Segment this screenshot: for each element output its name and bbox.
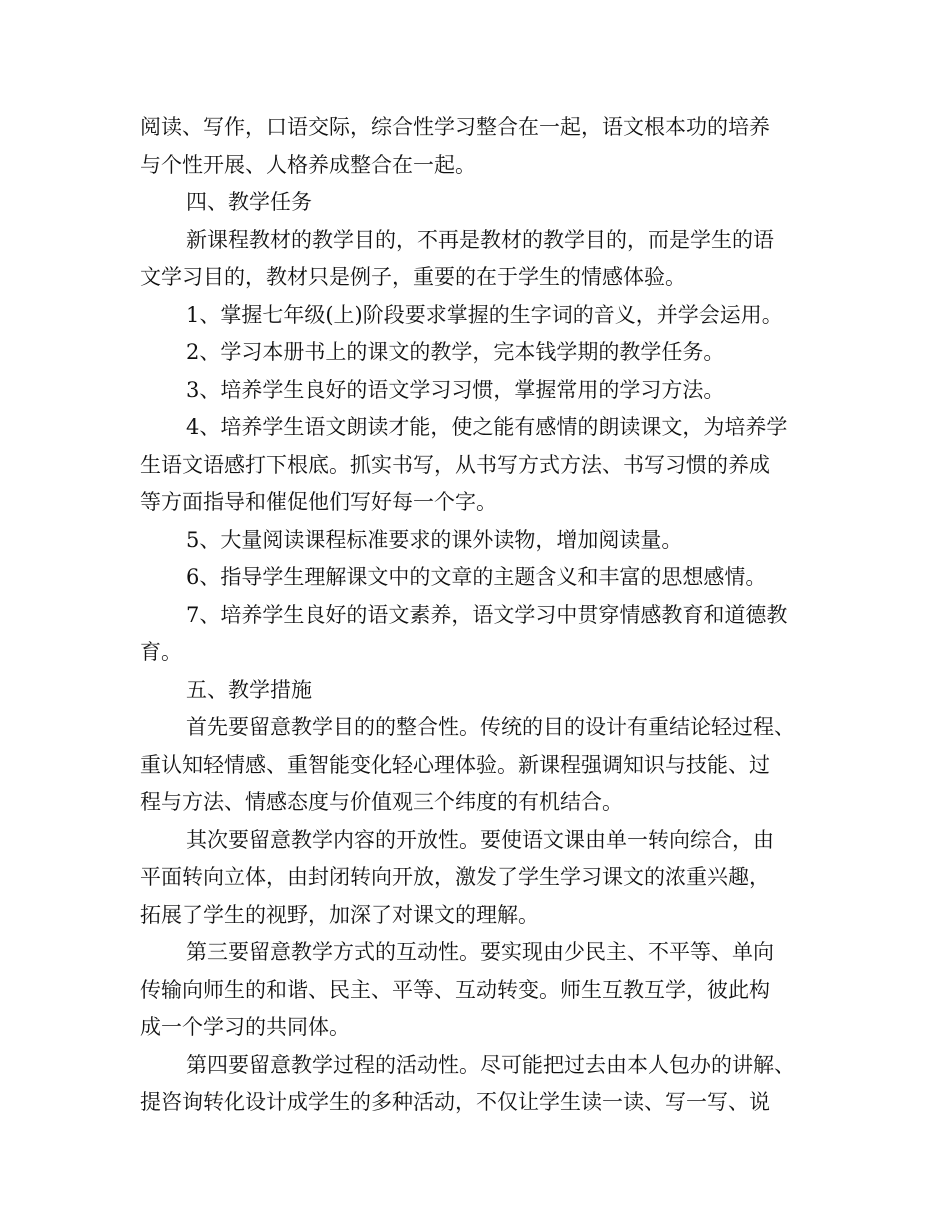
text-line: 2、学习本册书上的课文的教学，完本钱学期的教学任务。 — [186, 340, 725, 364]
text-line: 阅读、写作，口语交际，综合性学习整合在一起，语文根本功的培养 — [140, 115, 770, 139]
text-line: 生语文语感打下根底。抓实书写，从书写方式方法、书写习惯的养成 — [140, 452, 770, 477]
text-line: 成一个学习的共同体。 — [140, 1015, 350, 1039]
text-line: 传输向师生的和谐、民主、平等、互动转变。师生互教互学，彼此构 — [140, 977, 770, 1002]
text-line: 平面转向立体，由封闭转向开放，激发了学生学习课文的浓重兴趣， — [140, 865, 770, 889]
text-line: 4、培养学生语文朗读才能，使之能有感情的朗读课文，为培养学 — [186, 415, 788, 439]
text-line: 等方面指导和催促他们写好每一个字。 — [140, 490, 497, 514]
text-line: 五、教学措施 — [186, 677, 312, 702]
text-line: 四、教学任务 — [186, 190, 312, 214]
text-line: 提咨询转化设计成学生的多种活动，不仅让学生读一读、写一写、说 — [140, 1090, 770, 1114]
text-line: 与个性开展、人格养成整合在一起。 — [140, 152, 476, 177]
text-line: 育。 — [140, 640, 182, 664]
text-line: 1、掌握七年级(上)阶段要求掌握的生字词的音义，并学会运用。 — [186, 302, 783, 327]
text-line: 其次要留意教学内容的开放性。要使语文课由单一转向综合，由 — [186, 827, 774, 852]
text-line: 首先要留意教学目的的整合性。传统的目的设计有重结论轻过程、 — [186, 715, 795, 739]
text-line: 7、培养学生良好的语文素养，语文学习中贯穿情感教育和道德教 — [186, 602, 788, 627]
text-line: 程与方法、情感态度与价值观三个纬度的有机结合。 — [140, 790, 623, 814]
text-line: 重认知轻情感、重智能变化轻心理体验。新课程强调知识与技能、过 — [140, 752, 770, 777]
text-line: 6、指导学生理解课文中的文章的主题含义和丰富的思想感情。 — [186, 565, 767, 589]
text-line: 第三要留意教学方式的互动性。要实现由少民主、不平等、单向 — [186, 940, 774, 964]
text-line: 3、培养学生良好的语文学习习惯，掌握常用的学习方法。 — [186, 377, 725, 402]
document-body — [140, 109, 820, 1122]
text-line: 5、大量阅读课程标准要求的课外读物，增加阅读量。 — [186, 527, 683, 552]
text-line: 新课程教材的教学目的，不再是教材的教学目的，而是学生的语 — [186, 227, 774, 252]
text-line: 文学习目的，教材只是例子，重要的在于学生的情感体验。 — [140, 265, 686, 289]
text-line: 第四要留意教学过程的活动性。尽可能把过去由本人包办的讲解、 — [186, 1052, 795, 1077]
text-line: 拓展了学生的视野，加深了对课文的理解。 — [140, 902, 539, 927]
